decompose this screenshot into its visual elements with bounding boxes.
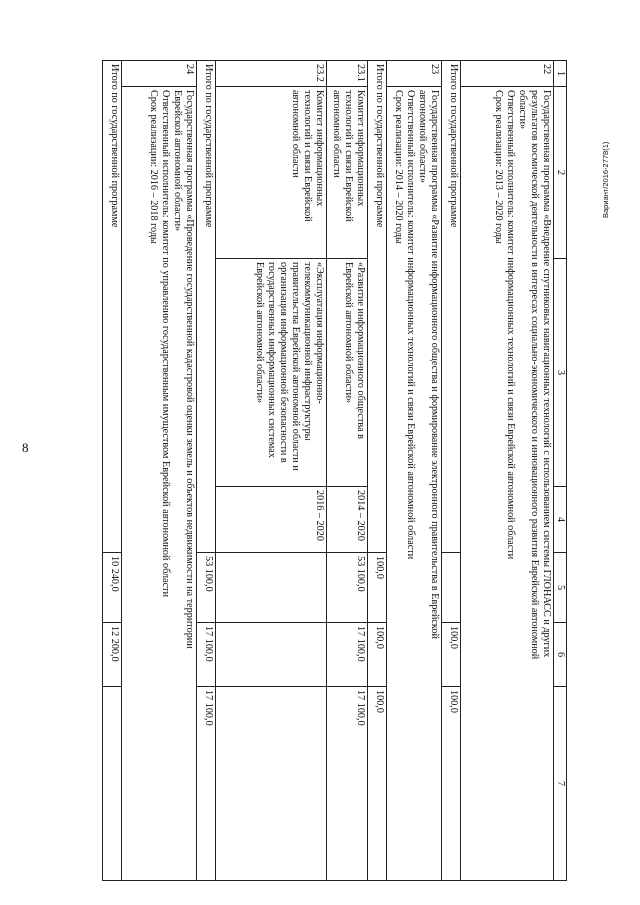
total-value: 10 240,0: [102, 553, 121, 623]
total-value: [441, 553, 460, 623]
program-description: Государственная программа «Развитие информационного общества и формирование электронного правительства в Еврейской автономной области» Ответственный исполнитель: комитет информационных технологий и связи Еврейской автономной области Срок реализации: 2014 – 2020 годы: [386, 87, 441, 881]
table-row: [460, 61, 553, 881]
event-cell: «Развитие информационного общества в Еврейской автономной области»: [326, 259, 367, 487]
row-id: 24: [121, 61, 196, 87]
table-row: [326, 61, 367, 881]
col-header: 5: [553, 553, 566, 623]
total-value: 53 100,0: [196, 553, 215, 623]
total-value: 100,0: [367, 623, 386, 687]
total-value: 100,0: [367, 687, 386, 881]
total-value: 12 200,0: [102, 623, 121, 687]
total-value: 17 100,0: [196, 623, 215, 687]
value-cell: [215, 553, 326, 623]
total-row: [102, 61, 121, 881]
value-cell: [215, 623, 326, 687]
program-description: Государственная программа «Внедрение спутниковых навигационных технологий с использованием системы ГЛОНАСС и других результатов космической деятельности в интересах социально-экономического и инновационного развития Еврейской автономной области» Ответственный исполнитель: комитет информационных технологий и связи Еврейской автономной области Срок реализации: 2013 – 2020 годы: [460, 87, 553, 881]
total-value: 100,0: [441, 623, 460, 687]
program-description: Государственная программа «Проведение государственной кадастровой оценки земель и объектов недвижимости на территории Еврейской автономной области» Ответственный исполнитель: комитет по управлению государственным имуществом Еврейской автономной области Срок реализации: 2016 – 2018 годы: [121, 87, 196, 881]
total-row: [441, 61, 460, 881]
col-header: 2: [553, 87, 566, 259]
event-cell: «Эксплуатация информационно-телекоммуникационной инфраструктуры правительства Еврейской автономной области и организация информационной безопасности в государственных информационных системах Еврейской автономной области»: [215, 259, 326, 487]
row-id: 23.2: [215, 61, 326, 87]
total-label: Итого по государственной программе: [196, 61, 215, 553]
value-cell: 17 100,0: [326, 687, 367, 881]
row-id: 23.1: [326, 61, 367, 87]
executor-cell: Комитет информационных технологий и связи Еврейской автономной области: [326, 87, 367, 259]
total-row: [196, 61, 215, 881]
value-cell: 53 100,0: [326, 553, 367, 623]
table-row: [215, 61, 326, 881]
total-label: Итого по государственной программе: [102, 61, 121, 553]
col-header: 1: [553, 61, 566, 87]
executor-cell: Комитет информационных технологий и связи Еврейской автономной области: [215, 87, 326, 259]
page-number: 8: [22, 440, 29, 455]
value-cell: 17 100,0: [326, 623, 367, 687]
total-value: 100,0: [367, 553, 386, 623]
total-label: Итого по государственной программе: [367, 61, 386, 553]
total-value: [102, 687, 121, 881]
col-header: 7: [553, 687, 566, 881]
table-row: [386, 61, 441, 881]
period-cell: 2014 – 2020: [326, 487, 367, 553]
table-row: [121, 61, 196, 881]
total-label: Итого по государственной программе: [441, 61, 460, 553]
document-stamp: Вариант/2016-2778(1): [601, 141, 610, 218]
row-id: 22: [460, 61, 553, 87]
header-row: [553, 61, 566, 881]
total-row: [367, 61, 386, 881]
value-cell: [215, 687, 326, 881]
col-header: 3: [553, 259, 566, 487]
col-header: 6: [553, 623, 566, 687]
total-value: 100,0: [441, 687, 460, 881]
rotated-table-container: [107, 60, 567, 880]
row-id: 23: [386, 61, 441, 87]
total-value: 17 100,0: [196, 687, 215, 881]
col-header: 4: [553, 487, 566, 553]
period-cell: 2016 – 2020: [215, 487, 326, 553]
budget-table: [102, 60, 567, 881]
